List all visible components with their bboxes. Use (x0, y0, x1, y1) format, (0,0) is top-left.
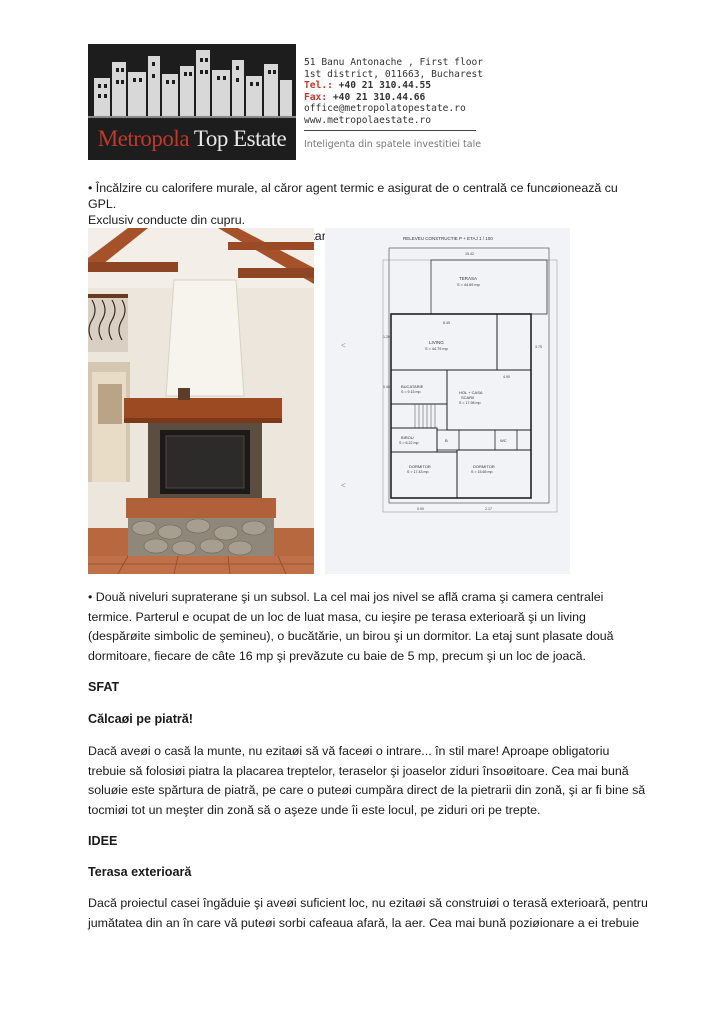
svg-text:<: < (341, 481, 346, 490)
room-hol-label: HOL + CASA (459, 390, 483, 395)
stone-paragraph: Dacă aveøi o casă la munte, nu ezitaøi să vă faceøi o intrare... în stil mare! Aproape obligatoriu trebuie să folosiøi piatra la placarea treptelor, teraselor şi joaselor ziduri însoøitoare. Cea mai bună soluøie este spărtura de piatră, pe care o puteøi cumpăra direct de la pietrarii din zonă, şi ar fi bine să tocmiøi tot un meşter din zonă să o aşeze unde îi este locul, pe ziduri ori pe trepte. (88, 744, 646, 817)
phone-label: Tel.: (304, 80, 333, 91)
room-wc-label: WC (500, 438, 507, 443)
room-terasa-area: S = 44.69 mp (457, 283, 480, 287)
room-hol-label-2: SCARII (461, 395, 475, 400)
room-birou-label: BIROU (401, 435, 414, 440)
fax-value: +40 21 310.44.66 (332, 91, 426, 103)
room-bucatarie-area: S = 9.15 mp (401, 390, 421, 394)
room-birou-area: S = 6.22 mp (399, 441, 419, 445)
dim-top: 15.42 (465, 252, 474, 256)
fax-label: Fax: (304, 91, 328, 103)
svg-text:<: < (341, 341, 346, 350)
room-dormitor-1-label: DORMITOR (409, 464, 431, 469)
dim-left-2: 0.45 (383, 385, 390, 389)
phone-line (304, 80, 483, 92)
room-baie-label: B (445, 438, 448, 443)
levels-paragraph: • Două niveluri supraterane şi un subsol. La cel mai jos nivel se află crama şi camera centralei termice. Parterul e ocupat de un loc de luat masa, cu ieşire pe terasa exterioară şi un living (despărøite simbolic de şemineu), o bucătărie, un birou şi un dormitor. La etaj sunt plasate două dormitoare, fiecare de câte 16 mp şi prevăzute cu baie de 5 mp, precum şi un loc de joacă. (88, 590, 614, 663)
floor-plan-image (325, 228, 570, 574)
heading-stone: Călcaøi pe piatră! (88, 712, 193, 726)
terrace-paragraph: Dacă proiectul casei îngăduie şi aveøi suficient loc, nu ezitaøi să construiøi o terasă exterioară, pentru jumătatea din an în care vă puteøi sorbi cafeaua afară, la aer. Cea mai bună poziøionare a ei trebuie (88, 896, 648, 930)
room-dormitor-1-area: S = 17.43 mp (407, 470, 429, 474)
dim-mid-1: 8.45 (443, 321, 450, 325)
dim-bottom-2: 2.17 (485, 507, 492, 511)
room-living-label: LIVING (429, 340, 444, 345)
phone-value: +40 21 310.44.55 (338, 80, 432, 91)
logo-word-metropola: Metropola (97, 126, 190, 151)
address-line-1: 51 Banu Antonache , First floor (304, 57, 484, 68)
email-link[interactable]: office@metropolatopestate.ro (304, 103, 466, 114)
room-dormitor-2-label: DORMITOR (473, 464, 495, 469)
logo-wordmark (88, 118, 296, 160)
dim-right-1: 3.75 (535, 345, 542, 349)
address-line-2: 1st district, 011663, Bucharest (304, 68, 484, 80)
dim-mid-2: 4.90 (503, 375, 510, 379)
website-link[interactable]: www.metropolaestate.ro (304, 114, 432, 126)
fax-line (304, 92, 483, 104)
room-hol-area: S = 17.98 mp (459, 401, 481, 405)
company-logo (88, 44, 296, 160)
dim-bottom-1: 0.90 (417, 507, 424, 511)
room-dormitor-2-area: S = 15.65 mp (471, 470, 493, 474)
heading-terrace: Terasa exterioară (88, 865, 192, 879)
heading-sfat: SFAT (88, 680, 120, 694)
room-terasa-label: TERASA (459, 276, 478, 281)
room-living-area: S = 44.79 mp (425, 347, 448, 351)
heating-bullet-line-1: • Încălzire cu calorifere murale, al căror agent termic e asigurat de o centrală ce funcøionează cu GPL. (88, 181, 618, 211)
heating-bullet-line-2: Exclusiv conducte din cupru. (88, 213, 246, 227)
floor-plan-title: RELEVEU CONSTRUCTIE P + ETAJ 1 / 100 (403, 236, 493, 241)
heading-idee: IDEE (88, 834, 118, 848)
company-tagline: Inteligenta din spatele investitiei tale (304, 139, 482, 150)
room-bucatarie-label: BUCATARIE (401, 384, 424, 389)
fireplace-photo (88, 228, 314, 574)
logo-word-top-estate: Top Estate (193, 126, 287, 151)
contact-block (304, 57, 483, 126)
header-divider (304, 130, 476, 131)
dim-left-1: 1.20 (383, 335, 390, 339)
